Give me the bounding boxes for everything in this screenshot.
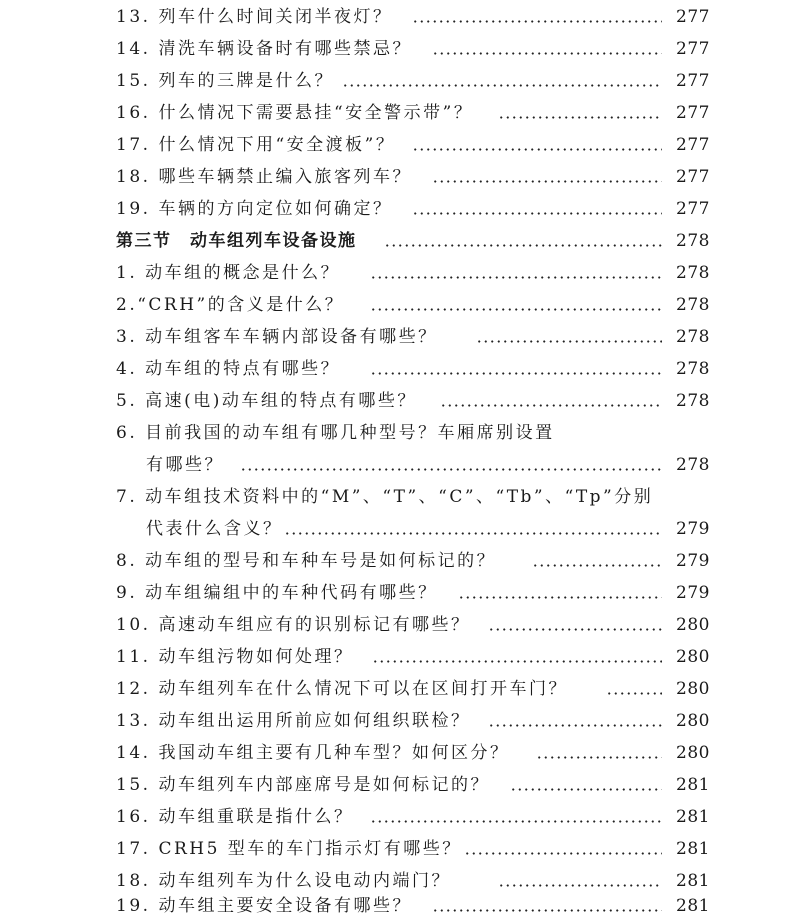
- toc-entry-12: [0, 674, 800, 704]
- toc-page-number: 278: [676, 327, 710, 347]
- dot-leader: [240, 468, 662, 471]
- toc-page-number: 281: [676, 807, 710, 827]
- toc-entry-1: [0, 258, 800, 288]
- toc-entry-10: [0, 610, 800, 640]
- dot-leader: [412, 148, 662, 151]
- toc-page-number: 279: [676, 551, 710, 571]
- toc-entry-13b: [0, 706, 800, 736]
- toc-entry-title: 4. 动车组的特点有哪些？: [116, 359, 341, 379]
- toc-entry-title: 13. 列车什么时间关闭半夜灯？: [116, 7, 393, 27]
- dot-leader: [510, 788, 662, 791]
- toc-entry-title: 9. 动车组编组中的车种代码有哪些？: [116, 583, 438, 603]
- toc-entry-continuation: 有哪些？: [146, 455, 224, 475]
- toc-section-heading: [0, 226, 800, 256]
- toc-entry-19b: [0, 891, 800, 921]
- toc-entry-title: 8. 动车组的型号和车种车号是如何标记的？: [116, 551, 497, 571]
- toc-page-number: 280: [676, 615, 710, 635]
- toc-entry-17b: [0, 834, 800, 864]
- toc-entry-13: [0, 2, 800, 32]
- toc-page-number: 280: [676, 679, 710, 699]
- dot-leader: [432, 180, 662, 183]
- dot-leader: [498, 116, 662, 119]
- toc-entry-title: 16. 动车组重联是指什么？: [116, 807, 354, 827]
- dot-leader: [370, 820, 662, 823]
- dot-leader: [488, 724, 662, 727]
- toc-entry-6-continuation: [0, 450, 800, 480]
- toc-page-number: 278: [676, 263, 710, 283]
- toc-entry-4: [0, 354, 800, 384]
- toc-entry-18: [0, 162, 800, 192]
- toc-page-number: 277: [676, 167, 710, 187]
- toc-page-number: 280: [676, 711, 710, 731]
- toc-page-number: 278: [676, 295, 710, 315]
- toc-entry-17: [0, 130, 800, 160]
- toc-page-number: 281: [676, 896, 710, 916]
- toc-page-number: 278: [676, 231, 710, 251]
- dot-leader: [284, 532, 662, 535]
- dot-leader: [432, 52, 662, 55]
- toc-entry-7-continuation: [0, 514, 800, 544]
- toc-entry-16: [0, 98, 800, 128]
- toc-page-number: 277: [676, 39, 710, 59]
- dot-leader: [536, 756, 662, 759]
- toc-entry-15: [0, 66, 800, 96]
- dot-leader: [412, 212, 662, 215]
- toc-entry-14b: [0, 738, 800, 768]
- toc-entry-14: [0, 34, 800, 64]
- toc-page-number: 279: [676, 519, 710, 539]
- toc-entry-title: 19. 车辆的方向定位如何确定？: [116, 199, 393, 219]
- toc-page-number: 280: [676, 743, 710, 763]
- toc-entry-title: 6. 目前我国的动车组有哪几种型号？车厢席别设置: [116, 423, 555, 443]
- toc-entry-11: [0, 642, 800, 672]
- toc-entry-title: 13. 动车组出运用所前应如何组织联检？: [116, 711, 471, 731]
- toc-entry-title: 18. 动车组列车为什么设电动内端门？: [116, 871, 451, 891]
- dot-leader: [440, 404, 662, 407]
- toc-entry-title: 16. 什么情况下需要悬挂“安全警示带”？: [116, 103, 474, 123]
- toc-entry-title: 10. 高速动车组应有的识别标记有哪些？: [116, 615, 471, 635]
- toc-entry-title: 19. 动车组主要安全设备有哪些？: [116, 896, 412, 916]
- toc-entry-title: 15. 列车的三牌是什么？: [116, 71, 334, 91]
- toc-page-number: 277: [676, 7, 710, 27]
- dot-leader: [606, 692, 662, 695]
- toc-entry-title: 2.“CRH”的含义是什么？: [116, 295, 345, 315]
- dot-leader: [370, 276, 662, 279]
- toc-page-number: 277: [676, 135, 710, 155]
- toc-entry-title: 17. 什么情况下用“安全渡板”？: [116, 135, 396, 155]
- toc-page-number: 277: [676, 199, 710, 219]
- toc-entry-title: 5. 高速(电)动车组的特点有哪些？: [116, 391, 417, 411]
- toc-entry-16b: [0, 802, 800, 832]
- toc-entry-title: 11. 动车组污物如何处理？: [116, 647, 354, 667]
- dot-leader: [488, 628, 662, 631]
- toc-entry-title: 14. 清洗车辆设备时有哪些禁忌？: [116, 39, 412, 59]
- section-title: 第三节 动车组列车设备设施: [116, 231, 357, 251]
- dot-leader: [458, 596, 662, 599]
- dot-leader: [370, 372, 662, 375]
- toc-entry-title: 14. 我国动车组主要有几种车型？如何区分？: [116, 743, 510, 763]
- toc-entry-title: 18. 哪些车辆禁止编入旅客列车？: [116, 167, 412, 187]
- dot-leader: [370, 308, 662, 311]
- toc-page-number: 278: [676, 391, 710, 411]
- toc-entry-9: [0, 578, 800, 608]
- toc-page-number: 281: [676, 775, 710, 795]
- toc-entry-5: [0, 386, 800, 416]
- toc-entry-title: 12. 动车组列车在什么情况下可以在区间打开车门？: [116, 679, 568, 699]
- dot-leader: [464, 852, 662, 855]
- toc-entry-3: [0, 322, 800, 352]
- toc-page-number: 277: [676, 103, 710, 123]
- toc-page-number: 280: [676, 647, 710, 667]
- dot-leader: [498, 884, 662, 887]
- dot-leader: [412, 20, 662, 23]
- toc-entry-2: [0, 290, 800, 320]
- dot-leader: [342, 84, 662, 87]
- dot-leader: [532, 564, 662, 567]
- toc-entry-19: [0, 194, 800, 224]
- dot-leader: [476, 340, 662, 343]
- toc-page-number: 281: [676, 871, 710, 891]
- toc-page-number: 278: [676, 455, 710, 475]
- toc-entry-6: [0, 418, 800, 448]
- toc-entry-15b: [0, 770, 800, 800]
- toc-entry-title: 15. 动车组列车内部座席号是如何标记的？: [116, 775, 490, 795]
- toc-entry-title: 7. 动车组技术资料中的“M”、“T”、“C”、“Tb”、“Tp”分别: [116, 487, 654, 507]
- toc-entry-continuation: 代表什么含义？: [146, 519, 283, 539]
- dot-leader: [372, 660, 662, 663]
- toc-entry-8: [0, 546, 800, 576]
- toc-page-number: 277: [676, 71, 710, 91]
- toc-page-number: 281: [676, 839, 710, 859]
- dot-leader: [432, 909, 662, 912]
- toc-entry-title: 17. CRH5 型车的车门指示灯有哪些？: [116, 839, 462, 859]
- toc-page-number: 279: [676, 583, 710, 603]
- toc-page-number: 278: [676, 359, 710, 379]
- toc-entry-title: 1. 动车组的概念是什么？: [116, 263, 341, 283]
- toc-entry-title: 3. 动车组客车车辆内部设备有哪些？: [116, 327, 438, 347]
- toc-entry-7: [0, 482, 800, 512]
- dot-leader: [384, 244, 662, 247]
